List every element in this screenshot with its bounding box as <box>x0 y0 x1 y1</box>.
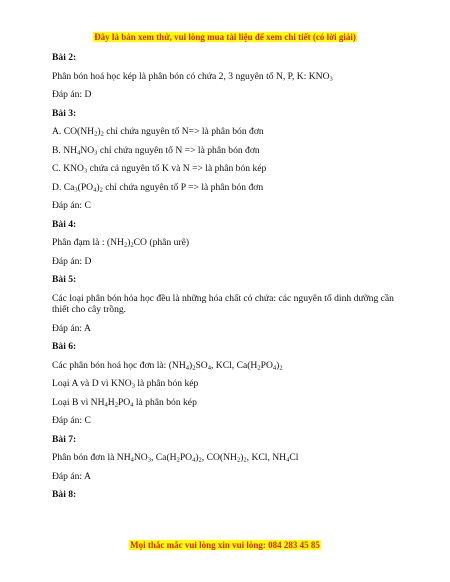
question-3-answer: Đáp án: C <box>52 200 91 211</box>
question-4-answer: Đáp án: D <box>52 255 92 267</box>
question-6-line-2: Loại A và D vì $KNO_3$ là phân bón kép <box>52 378 199 390</box>
question-8-title: Bài 8: <box>52 489 77 500</box>
question-3-option-c: C. $KNO_3$ chứa cả nguyên tố K và N => là phân bón kép <box>52 163 267 175</box>
document-body <box>52 52 402 508</box>
question-2-answer: Đáp án: D <box>52 89 92 100</box>
question-2-title: Bài 2: <box>52 52 77 63</box>
question-5-answer: Đáp án: A <box>52 322 91 334</box>
question-7-title: Bài 7: <box>52 433 77 445</box>
question-4-title: Bài 4: <box>52 218 77 230</box>
question-6-line-1: Các phân bón hoá học đơn là: $(NH_4)_2SO_4$, KCl, $Ca(H_2PO_4)_2$ <box>52 359 283 371</box>
question-5-title: Bài 5: <box>52 274 77 285</box>
question-3-option-b: B. $NH_4NO_3$ chỉ chứa nguyên tố N => là phân bón đơn <box>52 144 260 156</box>
question-6-line-3: Loại B vì $NH_4H_2PO_4$ là phân bón kép <box>52 396 197 408</box>
question-6-answer: Đáp án: C <box>52 415 91 426</box>
question-3-option-d: D. $Ca_3(PO_4)_2$ chỉ chứa nguyên tố P => là phân bón đơn <box>52 181 264 193</box>
question-7-text: Phân bón đơn là $NH_4NO_3$, $Ca(H_2PO_4)_2$, $CO(NH_2)_2$, KCl, $NH_4Cl$ <box>52 452 299 464</box>
question-4-text: Phân đạm là : $(NH_2)_2CO$ (phân urê) <box>52 237 190 249</box>
preview-notice-text: Đây là bản xem thử, vui lòng mua tài liệu để xem chi tiết (có lời giải) <box>94 32 356 42</box>
question-3-option-a: A. $CO(NH_2)_2$ chỉ chứa nguyên tố N=> là phân bón đơn <box>52 126 264 138</box>
contact-footer <box>0 535 450 553</box>
question-6-title: Bài 6: <box>52 341 77 352</box>
contact-footer-text: Mọi thắc mắc vui lòng xin vui lòng: 084 283 45 85 <box>130 540 320 550</box>
question-2-text: Phân bón hoá học kép là phân bón có chứa 2, 3 nguyên tố N, P, K: $KNO_3$ <box>52 70 333 82</box>
preview-notice-banner <box>0 27 450 45</box>
question-5-text: Các loại phân bón hóa học đều là những hóa chất có chứa: các nguyên tố dinh dưỡng cần thiết cho cây trồng. <box>52 292 394 315</box>
question-7-answer: Đáp án: A <box>52 470 91 482</box>
question-3-title: Bài 3: <box>52 107 77 119</box>
